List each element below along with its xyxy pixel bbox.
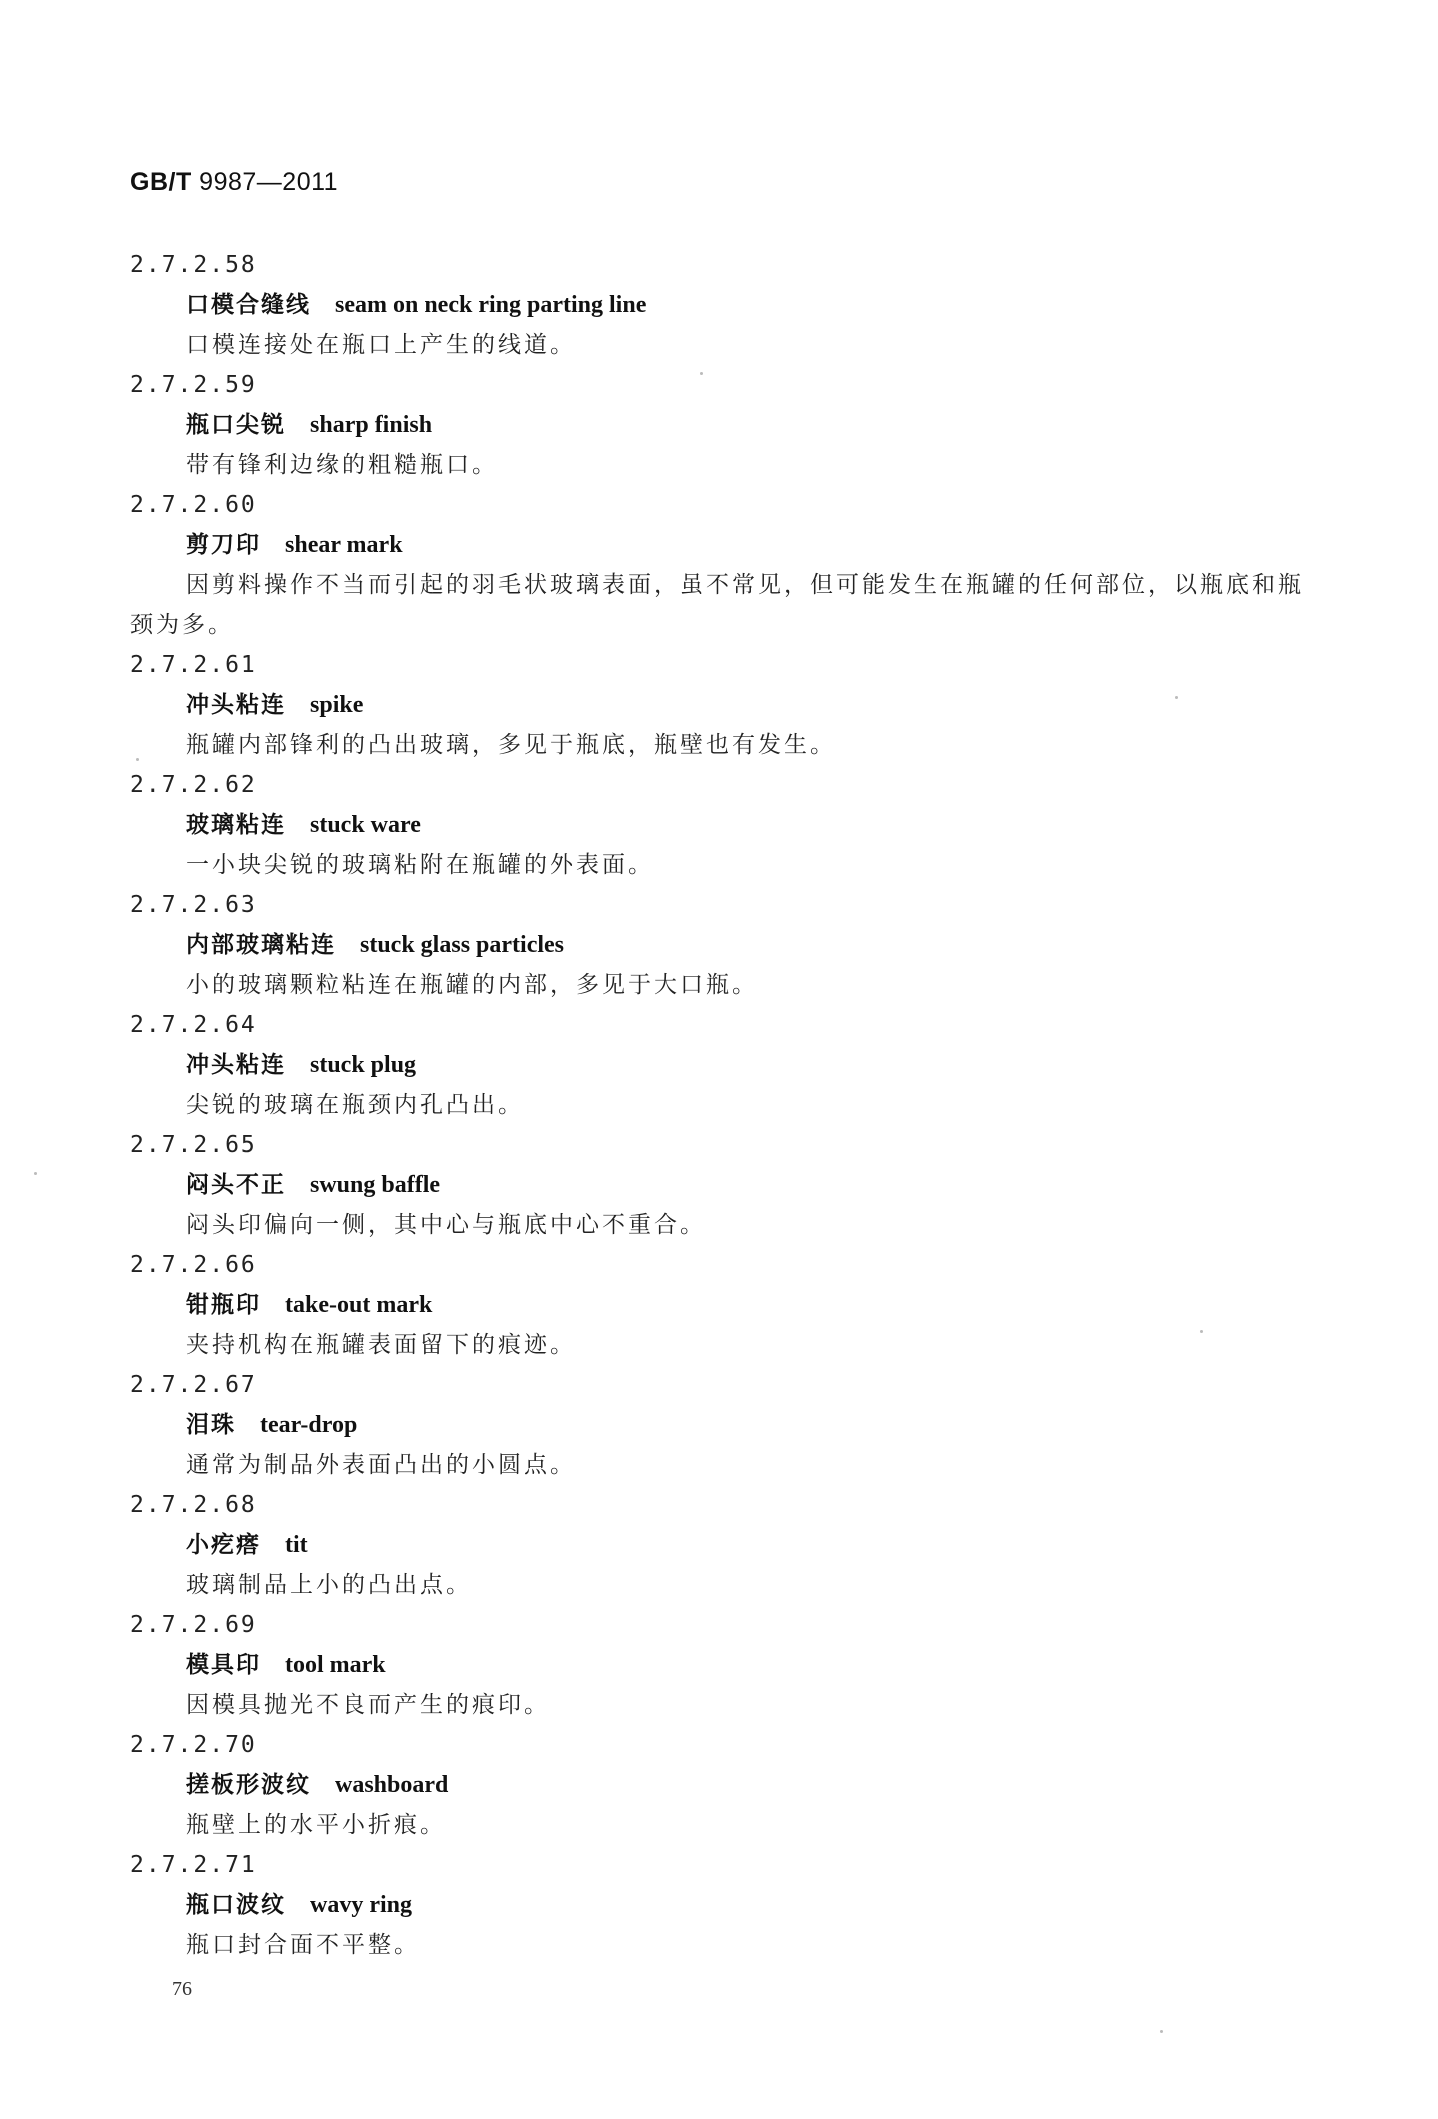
entry-term [130,685,1320,725]
entry-term [130,1645,1320,1685]
term-entry [130,365,1320,485]
entry-number: 2.7.2.66 [130,1252,257,1278]
entry-number: 2.7.2.60 [130,492,257,518]
standard-header [130,168,338,197]
term-english: tool mark [285,1652,386,1678]
term-chinese: 冲头粘连 [186,1052,286,1078]
entry-term [130,1885,1320,1925]
term-chinese: 钳瓶印 [186,1292,261,1318]
term-english: stuck ware [310,812,421,838]
entry-definition: 瓶壁上的水平小折痕。 [186,1812,446,1838]
scan-speck [700,372,703,375]
entry-definition: 玻璃制品上小的凸出点。 [186,1572,472,1598]
entry-definition: 瓶罐内部锋利的凸出玻璃，多见于瓶底，瓶壁也有发生。 [186,732,836,758]
standard-prefix: GB/T [130,168,192,196]
entry-number: 2.7.2.68 [130,1492,257,1518]
term-chinese: 泪珠 [186,1412,236,1438]
term-chinese: 搓板形波纹 [186,1772,311,1798]
entry-number: 2.7.2.58 [130,252,257,278]
term-chinese: 玻璃粘连 [186,812,286,838]
entry-term [130,1525,1320,1565]
term-entry [130,1725,1320,1845]
term-entry [130,1125,1320,1245]
term-entry [130,1365,1320,1485]
term-english: shear mark [285,532,403,558]
term-chinese: 瓶口尖锐 [186,412,286,438]
term-entry [130,1245,1320,1365]
entry-number: 2.7.2.70 [130,1732,257,1758]
term-english: tear-drop [260,1412,358,1438]
entry-definition: 因模具抛光不良而产生的痕印。 [186,1692,550,1718]
term-entry [130,485,1320,645]
entry-definition: 闷头印偏向一侧，其中心与瓶底中心不重合。 [186,1212,706,1238]
entry-term [130,285,1320,325]
entry-term [130,1765,1320,1805]
entry-number: 2.7.2.62 [130,772,257,798]
term-english: spike [310,692,364,718]
term-english: take-out mark [285,1292,433,1318]
entry-term [130,1045,1320,1085]
scan-speck [1200,1330,1203,1333]
term-english: stuck plug [310,1052,417,1078]
term-chinese: 剪刀印 [186,532,261,558]
entry-definition: 口模连接处在瓶口上产生的线道。 [186,332,576,358]
standard-number: 9987—2011 [199,168,339,196]
entry-definition: 带有锋利边缘的粗糙瓶口。 [186,452,498,478]
entry-number: 2.7.2.67 [130,1372,257,1398]
entry-definition: 夹持机构在瓶罐表面留下的痕迹。 [186,1332,576,1358]
scan-speck [136,758,139,761]
entry-number: 2.7.2.59 [130,372,257,398]
term-entry [130,885,1320,1005]
entry-definition: 尖锐的玻璃在瓶颈内孔凸出。 [186,1092,524,1118]
term-entries [130,245,1320,1965]
term-entry [130,245,1320,365]
entry-term [130,925,1320,965]
page-number: 76 [172,1978,192,2000]
term-entry [130,645,1320,765]
term-entry [130,1845,1320,1965]
entry-number: 2.7.2.69 [130,1612,257,1638]
entry-number: 2.7.2.61 [130,652,257,678]
entry-definition: 小的玻璃颗粒粘连在瓶罐的内部，多见于大口瓶。 [186,972,758,998]
entry-definition: 通常为制品外表面凸出的小圆点。 [186,1452,576,1478]
term-english: sharp finish [310,412,433,438]
term-english: washboard [335,1772,449,1798]
term-english: tit [285,1532,308,1558]
term-english: seam on neck ring parting line [335,292,647,318]
term-chinese: 模具印 [186,1652,261,1678]
entry-term [130,1165,1320,1205]
entry-term [130,405,1320,445]
term-chinese: 闷头不正 [186,1172,286,1198]
scan-speck [1160,2030,1163,2033]
term-entry [130,1605,1320,1725]
term-chinese: 内部玻璃粘连 [186,932,336,958]
term-entry [130,765,1320,885]
entry-number: 2.7.2.71 [130,1852,257,1878]
entry-term [130,1285,1320,1325]
entry-number: 2.7.2.63 [130,892,257,918]
term-chinese: 瓶口波纹 [186,1892,286,1918]
term-entry [130,1485,1320,1605]
entry-term [130,805,1320,845]
scan-speck [34,1172,37,1175]
term-chinese: 小疙瘩 [186,1532,261,1558]
entry-term [130,525,1320,565]
term-entry [130,1005,1320,1125]
entry-number: 2.7.2.64 [130,1012,257,1038]
term-english: wavy ring [310,1892,412,1918]
entry-definition: 因剪料操作不当而引起的羽毛状玻璃表面，虽不常见，但可能发生在瓶罐的任何部位，以瓶底和瓶颈为多。 [130,572,1304,638]
entry-definition: 瓶口封合面不平整。 [186,1932,420,1958]
entry-term [130,1405,1320,1445]
entry-definition: 一小块尖锐的玻璃粘附在瓶罐的外表面。 [186,852,654,878]
term-chinese: 冲头粘连 [186,692,286,718]
term-chinese: 口模合缝线 [186,292,311,318]
term-english: swung baffle [310,1172,441,1198]
scan-speck [1175,696,1178,699]
entry-number: 2.7.2.65 [130,1132,257,1158]
term-english: stuck glass particles [360,932,564,958]
